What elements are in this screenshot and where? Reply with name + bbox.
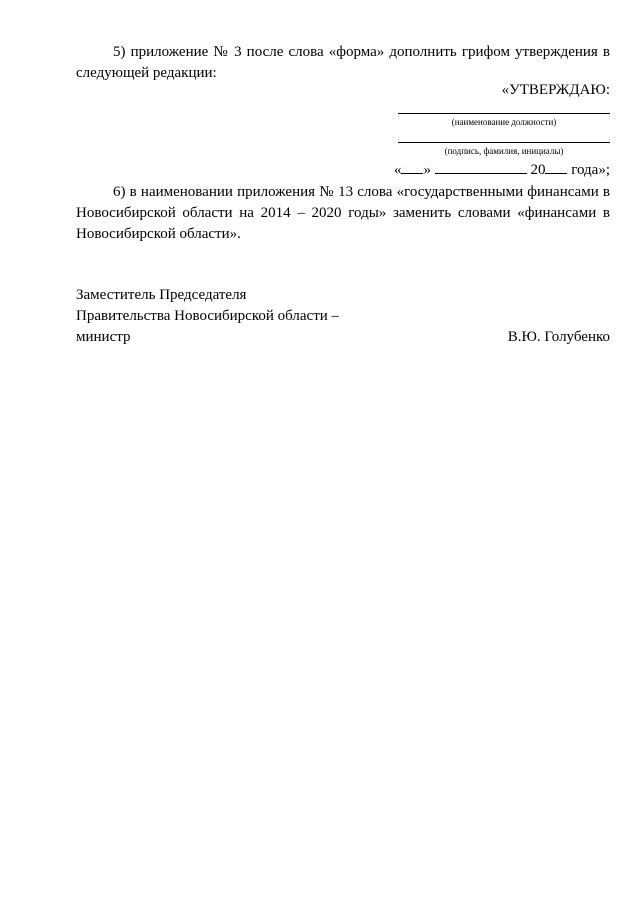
year-blank — [545, 161, 567, 174]
signature-caption: (подпись, фамилия, инициалы) — [444, 146, 564, 156]
approval-date-line — [394, 161, 610, 179]
signer-title-line-1: Заместитель Председателя — [76, 287, 247, 303]
approval-stamp-title: «УТВЕРЖДАЮ: — [501, 82, 610, 98]
signature-block — [76, 285, 610, 348]
position-caption: (наименование должности) — [451, 117, 557, 127]
signature-blank-line — [398, 142, 610, 143]
signer-title-line-3: министр — [76, 329, 131, 345]
date-suffix: года»; — [567, 162, 610, 178]
date-open-quote: « — [393, 162, 402, 178]
paragraph-item-5-text: 5) приложение № 3 после слова «форма» дополнить грифом утверждения в следующей редакции: — [76, 44, 610, 81]
paragraph-item-5 — [76, 42, 610, 84]
month-blank — [435, 161, 527, 174]
day-blank — [401, 161, 423, 174]
date-year-prefix: 20 — [526, 162, 546, 178]
position-blank-line — [398, 113, 610, 114]
paragraph-item-6-text: 6) в наименовании приложения № 13 слова «государственными финансами в Новосибирской области на 2014 – 2020 годы» заменить словами «финансами в Новосибирской области». — [76, 184, 610, 242]
signer-name: В.Ю. Голубенко — [507, 329, 610, 345]
date-mid-quote: » — [423, 162, 435, 178]
paragraph-item-6 — [76, 182, 610, 245]
signer-title-line-2: Правительства Новосибирской области – — [76, 308, 340, 324]
